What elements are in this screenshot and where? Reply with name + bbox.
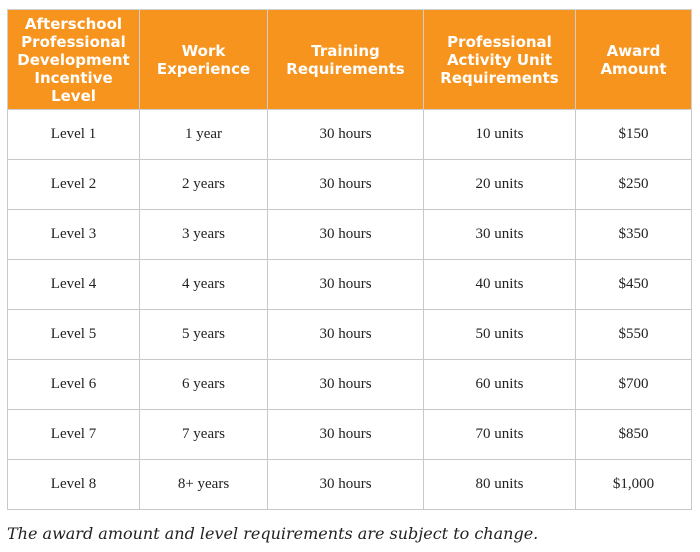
table-header-row <box>8 10 692 110</box>
table-row <box>8 210 692 260</box>
cell-award: $700 <box>576 360 692 410</box>
cell-work-experience: 4 years <box>140 260 268 310</box>
cell-work-experience: 5 years <box>140 310 268 360</box>
cell-level: Level 1 <box>8 110 140 160</box>
cell-activity-units: 80 units <box>424 460 576 510</box>
table-row <box>8 310 692 360</box>
cell-award: $1,000 <box>576 460 692 510</box>
cell-activity-units: 30 units <box>424 210 576 260</box>
table-row <box>8 110 692 160</box>
cell-work-experience: 3 years <box>140 210 268 260</box>
cell-award: $350 <box>576 210 692 260</box>
cell-work-experience: 6 years <box>140 360 268 410</box>
cell-training: 30 hours <box>268 460 424 510</box>
cell-activity-units: 20 units <box>424 160 576 210</box>
header-training-requirements: Training Requirements <box>268 10 424 110</box>
cell-activity-units: 50 units <box>424 310 576 360</box>
cell-activity-units: 60 units <box>424 360 576 410</box>
table-row <box>8 260 692 310</box>
cell-activity-units: 40 units <box>424 260 576 310</box>
cell-training: 30 hours <box>268 310 424 360</box>
cell-training: 30 hours <box>268 360 424 410</box>
cell-level: Level 2 <box>8 160 140 210</box>
cell-training: 30 hours <box>268 410 424 460</box>
cell-level: Level 6 <box>8 360 140 410</box>
cell-award: $550 <box>576 310 692 360</box>
table-row <box>8 460 692 510</box>
cell-level: Level 5 <box>8 310 140 360</box>
header-work-experience: Work Experience <box>140 10 268 110</box>
cell-activity-units: 10 units <box>424 110 576 160</box>
cell-activity-units: 70 units <box>424 410 576 460</box>
cell-training: 30 hours <box>268 210 424 260</box>
cell-training: 30 hours <box>268 260 424 310</box>
incentive-level-table <box>7 9 692 510</box>
cell-work-experience: 2 years <box>140 160 268 210</box>
cell-work-experience: 7 years <box>140 410 268 460</box>
cell-award: $450 <box>576 260 692 310</box>
footnote: The award amount and level requirements are subject to change. <box>7 524 539 543</box>
table-row <box>8 360 692 410</box>
header-award-amount: Award Amount <box>576 10 692 110</box>
cell-training: 30 hours <box>268 110 424 160</box>
table-row <box>8 410 692 460</box>
cell-work-experience: 1 year <box>140 110 268 160</box>
cell-training: 30 hours <box>268 160 424 210</box>
cell-level: Level 8 <box>8 460 140 510</box>
header-incentive-level: Afterschool Professional Development Incentive Level <box>8 10 140 110</box>
cell-award: $850 <box>576 410 692 460</box>
header-professional-activity-units: Professional Activity Unit Requirements <box>424 10 576 110</box>
cell-work-experience: 8+ years <box>140 460 268 510</box>
table-row <box>8 160 692 210</box>
cell-level: Level 7 <box>8 410 140 460</box>
cell-level: Level 3 <box>8 210 140 260</box>
cell-award: $150 <box>576 110 692 160</box>
cell-award: $250 <box>576 160 692 210</box>
cell-level: Level 4 <box>8 260 140 310</box>
